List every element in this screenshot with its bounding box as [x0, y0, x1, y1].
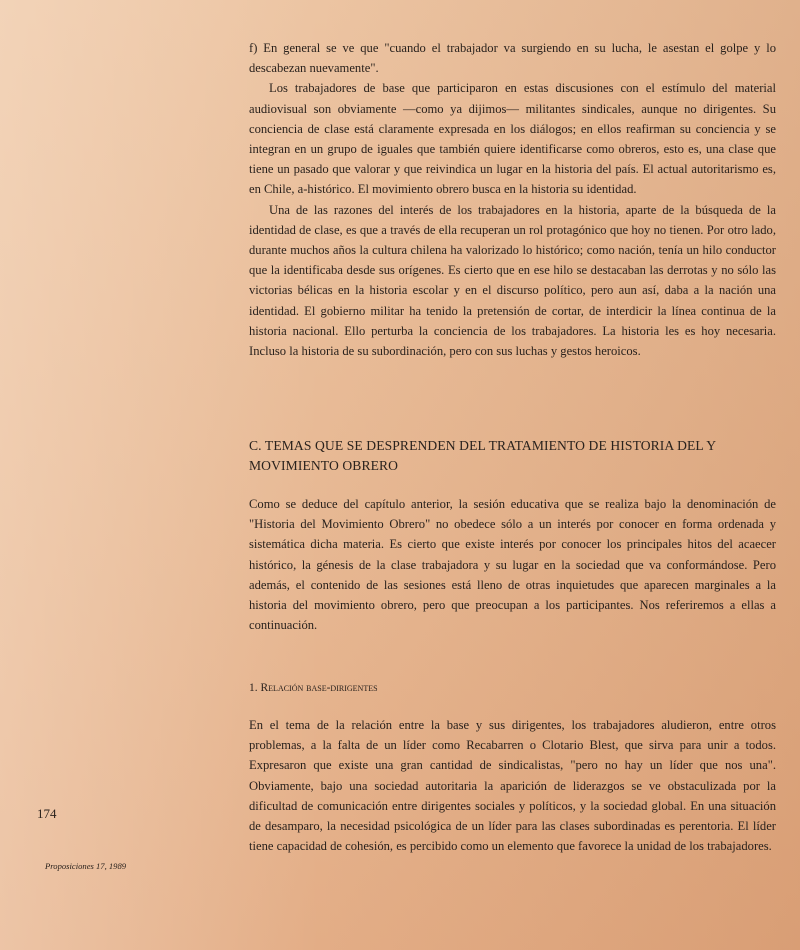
- journal-reference: Proposiciones 17, 1989: [45, 861, 127, 871]
- subsection-heading-base-dirigentes: 1. Relación base-dirigentes: [249, 682, 378, 694]
- section-heading-c: C. TEMAS QUE SE DESPRENDEN DEL TRATAMIENTO DE HISTORIA DEL Y MOVIMIENTO OBRERO: [249, 438, 716, 473]
- text-block-intro: [249, 38, 776, 361]
- paragraph-item-f: f) En general se ve que "cuando el trabajador va surgiendo en su lucha, le asestan el golpe y lo descabezan nuevamente".: [249, 41, 776, 76]
- paragraph-history-interest: Una de las razones del interés de los trabajadores en la historia, aparte de la búsqueda de la identidad de clase, es que a través de ella recuperan un rol protagónico que hoy no tienen. Por otro lado, durante muchos años la cultura chilena ha valorizado lo histórico; como nación, tenía un hilo conductor que la identificaba desde sus orígenes. Es cierto que en ese hilo se destacaban las derrotas y no sólo las victorias bélicas en la historia escolar y en el discurso político, pero aun así, daba a la nación una identidad. El gobierno militar ha tenido la pretensión de cortar, de interdicir la línea continua de la historia nacional. Ello perturba la conciencia de los trabajadores. La historia les es hoy necesaria. Incluso la historia de su subordinación, pero con sus luchas y gestos heroicos.: [249, 202, 776, 359]
- paragraph-section-c-intro: Como se deduce del capítulo anterior, la sesión educativa que se realiza bajo la denominación de "Historia del Movimiento Obrero" no obedece sólo a un interés por conocer en forma ordenada y sistemática dicha materia. Es cierto que existe interés por conocer los principales hitos del acaecer histórico, la génesis de la clase trabajadora y su lugar en la sociedad que va conformándose. Pero además, el contenido de las sesiones está lleno de otras inquietudes que aparecen marginales a la historia del movimiento obrero, pero que preocupan a los participantes. Nos referiremos a ellas a continuación.: [249, 497, 776, 633]
- paragraph-leadership: En el tema de la relación entre la base y sus dirigentes, los trabajadores aludieron, entre otros problemas, a la falta de un líder como Recabarren o Clotario Blest, que sirva para unir a todos. Expresaron que existe una gran cantidad de sindicalistas, "pero no hay un líder que nos una". Obviamente, bajo una sociedad autoritaria la aparición de liderazgos se ve obstaculizada por la dificultad de comunicación entre dirigentes sociales y políticos, y la sociedad global. En una situación de desamparo, la necesidad psicológica de un líder para las clases subordinadas es perentoria. El líder tiene capacidad de cohesión, es percibido como un elemento que favorece la unidad de los trabajadores.: [249, 718, 776, 854]
- page-number: 174: [37, 806, 57, 821]
- text-block-section-c: [249, 494, 776, 635]
- paragraph-class-consciousness: Los trabajadores de base que participaron en estas discusiones con el estímulo del material audiovisual son obviamente —como ya dijimos— militantes sindicales, aunque no dirigentes. Su conciencia de clase está claramente expresada en los diálogos; en ellos reafirman su conciencia y se integran en un grupo de iguales que también quiere identificarse como obreros, esto es, una clase que tiene un pasado que valorar y que reivindica un lugar en la historia del país. El actual autoritarismo es, en Chile, a-histórico. El movimiento obrero busca en la historia su identidad.: [249, 81, 776, 197]
- text-block-base-dirigentes: [249, 715, 776, 856]
